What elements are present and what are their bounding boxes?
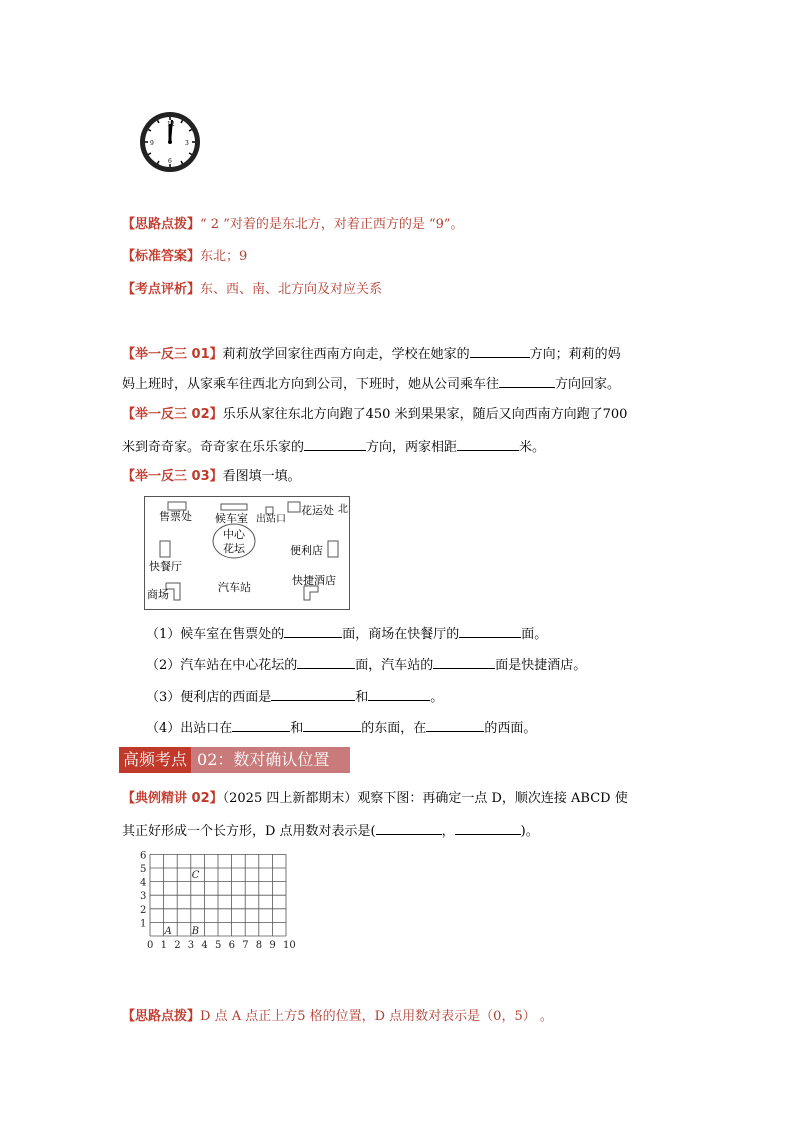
ex3-q4-text-d: 的西面。	[484, 721, 537, 736]
ex2-text-2c: 米。	[519, 440, 546, 455]
analysis-text: 东、西、南、北方向及对应关系	[200, 282, 383, 297]
ex1-text-1b: 方向；莉莉的妈	[529, 347, 621, 362]
map-label-bus: 汽车站	[218, 581, 251, 594]
x-tick-label: 1	[160, 940, 167, 951]
ex2-line-2	[122, 436, 545, 457]
ex2-text-2a: 米到奇奇家。奇奇家在乐乐家的	[122, 440, 305, 455]
ex1-line-2	[122, 373, 620, 394]
station-map	[144, 496, 350, 610]
ex3-q3-blank-1[interactable]	[271, 686, 355, 701]
ex3-q3-text-c: 。	[430, 690, 444, 705]
ex3-q4-blank-2[interactable]	[303, 717, 361, 732]
svg-text:9: 9	[150, 140, 154, 147]
map-label-exit: 出站口	[256, 514, 286, 525]
ex3-q2-blank-1[interactable]	[297, 654, 355, 669]
ex1-text-1a: 莉莉放学回家往西南方向走，学校在她家的	[222, 347, 470, 362]
hint-tag: 【思路点拨】	[122, 217, 201, 232]
x-tick-label: 7	[242, 940, 249, 951]
ex1-line-1	[122, 343, 621, 364]
y-tick-label: 4	[140, 877, 147, 889]
ex2-line-1	[122, 406, 627, 424]
map-label-waiting: 候车室	[215, 512, 248, 525]
ex4-text-1: （2025 四上新都期末）观察下图：再确定一点 D，顺次连接 ABCD 使	[222, 791, 628, 806]
map-label-mall: 商场	[147, 588, 169, 601]
ex3-tag: 【举一反三 03】	[122, 469, 223, 484]
map-label-store: 便利店	[290, 544, 323, 557]
ex1-tag: 【举一反三 01】	[122, 347, 223, 362]
x-tick-label: 10	[283, 940, 296, 951]
ex4-blank-1[interactable]	[376, 820, 442, 835]
x-tick-label: 8	[255, 940, 263, 951]
svg-text:3: 3	[185, 140, 189, 147]
ex4-text-2b: ，	[441, 824, 455, 839]
ex3-q4	[146, 717, 536, 738]
ex3-q1-text-a: （1）候车室在售票处的	[146, 627, 285, 642]
svg-text:12: 12	[167, 121, 175, 128]
ex3-q4-text-b: 和	[290, 721, 304, 736]
ex1-text-2b: 方向回家。	[555, 377, 621, 392]
ex1-text-2a: 妈上班时，从家乘车往西北方向到公司，下班时，她从公司乘车往	[122, 377, 500, 392]
ex4-text-2a: 其正好形成一个长方形，D 点用数对表示是(	[122, 824, 376, 839]
ex4-line-1	[122, 790, 628, 808]
y-tick-label: 3	[140, 891, 147, 903]
answer-text: 东北；9	[200, 249, 248, 264]
point-label-a: A	[164, 926, 172, 937]
ex3-q1-text-c: 面。	[521, 627, 548, 642]
ex3-q1-blank-2[interactable]	[459, 623, 521, 638]
ex3-q3	[146, 686, 443, 707]
x-tick-label: 0	[147, 940, 154, 951]
hint-line-2	[122, 1008, 553, 1026]
ex3-q3-text-a: （3）便利店的西面是	[146, 690, 272, 705]
ex3-q1-text-b: 面，商场在快餐厅的	[342, 627, 460, 642]
map-label-fastfood: 快餐厅	[149, 560, 182, 573]
map-label-center2: 花坛	[223, 542, 245, 555]
ex3-q2-blank-2[interactable]	[433, 654, 495, 669]
y-tick-label: 1	[140, 918, 147, 930]
ex1-blank-1[interactable]	[470, 343, 530, 358]
y-tick-label: 5	[140, 864, 147, 875]
ex4-line-2	[122, 820, 539, 841]
y-tick-label: 6	[140, 850, 147, 862]
ex3-q1-blank-1[interactable]	[284, 623, 342, 638]
ex2-blank-2[interactable]	[457, 436, 519, 451]
analysis-line	[122, 281, 382, 299]
point-label-c: C	[191, 870, 200, 881]
hint-text-2: D 点 A 点正上方5 格的位置，D 点用数对表示是（0，5） 。	[200, 1009, 553, 1024]
ex3-q4-blank-1[interactable]	[232, 717, 290, 732]
answer-line	[122, 248, 247, 266]
map-label-flower: 花运处	[301, 504, 334, 517]
ex3-q1	[146, 623, 547, 644]
banner-part2: 02：数对确认位置	[191, 747, 350, 773]
svg-text:6: 6	[168, 158, 172, 165]
banner-part1: 高频考点	[119, 747, 191, 773]
section-banner	[119, 747, 350, 773]
ex2-blank-1[interactable]	[304, 436, 366, 451]
analysis-tag: 【考点评析】	[122, 282, 201, 297]
x-tick-label: 5	[215, 940, 222, 951]
map-label-north: 北	[338, 504, 348, 515]
ex3-q2-text-c: 面是快捷酒店。	[495, 658, 587, 673]
x-tick-label: 9	[269, 940, 276, 951]
map-label-hotel: 快捷酒店	[292, 574, 336, 587]
y-tick-label: 2	[140, 904, 147, 916]
point-label-b: B	[191, 926, 200, 937]
coordinate-grid-chart	[138, 850, 296, 952]
map-label-center1: 中心	[223, 528, 245, 541]
x-tick-label: 6	[228, 940, 235, 951]
ex2-tag: 【举一反三 02】	[122, 407, 223, 422]
ex3-q2	[146, 654, 586, 675]
ex2-text-1: 乐乐从家往东北方向跑了450 米到果果家，随后又向西南方向跑了700	[222, 407, 628, 422]
ex4-text-2c: )。	[520, 824, 539, 839]
hint-tag-2: 【思路点拨】	[122, 1009, 201, 1024]
x-tick-label: 2	[174, 940, 181, 951]
ex3-q4-text-a: （4）出站口在	[146, 721, 233, 736]
hint-line-1	[122, 216, 464, 234]
ex3-q4-blank-3[interactable]	[426, 717, 484, 732]
ex3-q4-text-c: 的东面，在	[361, 721, 427, 736]
ex4-tag: 【典例精讲 02】	[122, 791, 223, 806]
ex3-q3-text-b: 和	[355, 690, 369, 705]
map-label-ticket: 售票处	[159, 510, 192, 523]
x-tick-label: 3	[187, 940, 195, 951]
ex3-q3-blank-2[interactable]	[368, 686, 430, 701]
answer-tag: 【标准答案】	[122, 249, 201, 264]
ex2-text-2b: 方向，两家相距	[366, 440, 458, 455]
ex3-line-1	[122, 468, 301, 486]
hint-text: “ 2 ”对着的是东北方，对着正西方的是 “9”。	[200, 217, 464, 232]
analog-clock	[138, 110, 202, 174]
ex3-q2-text-a: （2）汽车站在中心花坛的	[146, 658, 298, 673]
ex4-blank-2[interactable]	[455, 820, 521, 835]
ex1-blank-2[interactable]	[499, 373, 555, 388]
ex3-text: 看图填一填。	[222, 469, 301, 484]
x-tick-label: 4	[201, 940, 208, 951]
ex3-q2-text-b: 面，汽车站的	[355, 658, 434, 673]
